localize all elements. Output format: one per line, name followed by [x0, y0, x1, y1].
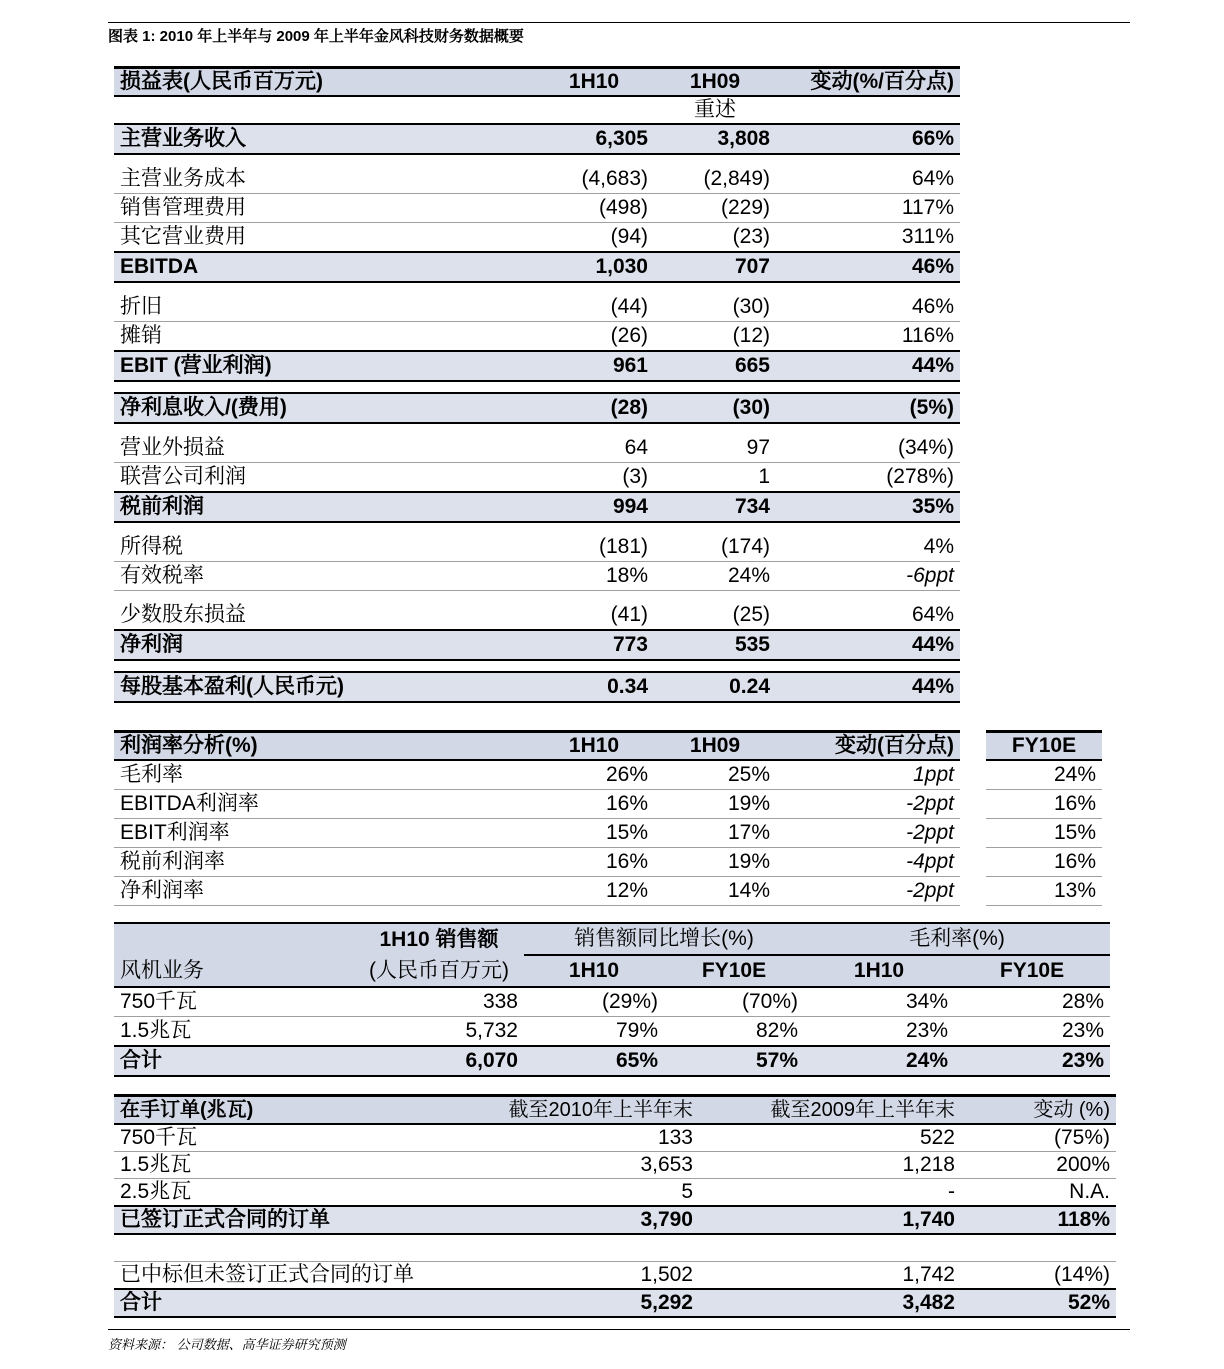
- turbine-row-margin-1h10: 34%: [804, 987, 954, 1017]
- turbine-row: [114, 1017, 1110, 1047]
- order-row-2009: 1,740: [699, 1206, 961, 1234]
- income-row: [114, 124, 960, 154]
- income-row-1h10: 961: [534, 351, 654, 381]
- income-row-1h09: 0.24: [654, 672, 776, 702]
- margin-fy-header-row: [986, 732, 1102, 761]
- income-row: [114, 223, 960, 253]
- order-row: [114, 1206, 1116, 1234]
- income-row-1h09: (23): [654, 223, 776, 253]
- margin-row: [114, 819, 960, 848]
- income-row-1h10: (44): [534, 293, 654, 322]
- income-row-1h09: 535: [654, 630, 776, 660]
- income-row-1h10: (181): [534, 533, 654, 562]
- margin-fy-row: [986, 819, 1102, 848]
- income-row-label: 净利息收入/(费用): [114, 393, 534, 423]
- turbine-row-margin-fy10e: 23%: [954, 1046, 1110, 1076]
- margin-row: [114, 848, 960, 877]
- turbine-row-growth-fy10e: (70%): [664, 987, 804, 1017]
- turbine-margin-fy10e: FY10E: [954, 955, 1110, 987]
- income-row-label: 净利润: [114, 630, 534, 660]
- income-row-change: 116%: [776, 322, 960, 352]
- margin-row: [114, 790, 960, 819]
- turbine-growth-group: 销售额同比增长(%): [524, 923, 804, 955]
- order-row-label: 1.5兆瓦: [114, 1152, 444, 1179]
- margin-fy-header: FY10E: [986, 732, 1102, 761]
- margin-fy-row: [986, 760, 1102, 790]
- order-row-2010: 3,653: [444, 1152, 699, 1179]
- order-row-label: 已中标但未签订正式合同的订单: [114, 1262, 444, 1290]
- income-header-1h10: 1H10: [534, 68, 654, 97]
- income-row-change: 117%: [776, 194, 960, 223]
- income-row-1h09: (25): [654, 601, 776, 630]
- income-row-1h10: (94): [534, 223, 654, 253]
- income-row-change: (34%): [776, 434, 960, 463]
- order-row-2009: 522: [699, 1124, 961, 1152]
- income-row-1h10: (28): [534, 393, 654, 423]
- income-row-change: 44%: [776, 672, 960, 702]
- income-row-change: 44%: [776, 351, 960, 381]
- income-row-change: (5%): [776, 393, 960, 423]
- margin-row-change: -2ppt: [776, 790, 960, 819]
- income-row: [114, 630, 960, 660]
- margin-row-change: -2ppt: [776, 877, 960, 906]
- income-row-label: 摊销: [114, 322, 534, 352]
- income-row-label: 每股基本盈利(人民币元): [114, 672, 534, 702]
- income-row-1h09: (229): [654, 194, 776, 223]
- turbine-row-sales: 5,732: [354, 1017, 524, 1047]
- order-row-change: (75%): [961, 1124, 1116, 1152]
- margin-row-label: 毛利率: [114, 760, 534, 790]
- income-row-1h10: (3): [534, 463, 654, 493]
- margin-fy-row: [986, 877, 1102, 906]
- margin-row-fy10e: 16%: [986, 790, 1102, 819]
- turbine-row-margin-1h10: 23%: [804, 1017, 954, 1047]
- turbine-header-row-2: [114, 955, 1110, 987]
- turbine-header-row-1: [114, 923, 1110, 955]
- order-row-change: N.A.: [961, 1179, 1116, 1207]
- income-row: [114, 322, 960, 352]
- income-row-1h09: 707: [654, 252, 776, 282]
- income-row-1h09: (30): [654, 293, 776, 322]
- order-row-label: 2.5兆瓦: [114, 1179, 444, 1207]
- income-row-1h10: 0.34: [534, 672, 654, 702]
- turbine-row-label: 1.5兆瓦: [114, 1017, 354, 1047]
- income-header-row: [114, 68, 960, 97]
- margin-row-fy10e: 16%: [986, 848, 1102, 877]
- income-row-change: 64%: [776, 165, 960, 194]
- income-header-change: 变动(%/百分点): [776, 68, 960, 97]
- orders-header-row: [114, 1096, 1116, 1125]
- income-row-change: -6ppt: [776, 562, 960, 591]
- margin-header-row: [114, 732, 960, 761]
- margin-row-1h09: 14%: [654, 877, 776, 906]
- margin-row-label: 净利润率: [114, 877, 534, 906]
- income-row-change: 311%: [776, 223, 960, 253]
- margin-row-1h09: 19%: [654, 848, 776, 877]
- turbine-row: [114, 1046, 1110, 1076]
- margin-fy-row: [986, 848, 1102, 877]
- order-row-change: 200%: [961, 1152, 1116, 1179]
- order-row: [114, 1262, 1116, 1290]
- income-row: [114, 293, 960, 322]
- order-row-2010: 3,790: [444, 1206, 699, 1234]
- turbine-row-margin-fy10e: 28%: [954, 987, 1110, 1017]
- income-row-label: 折旧: [114, 293, 534, 322]
- order-row-change: (14%): [961, 1262, 1116, 1290]
- top-rule: [108, 22, 1130, 23]
- income-row: [114, 165, 960, 194]
- orders-header-2009: 截至2009年上半年末: [699, 1096, 961, 1125]
- margin-row: [114, 877, 960, 906]
- income-row-1h09: (2,849): [654, 165, 776, 194]
- income-row-1h10: (498): [534, 194, 654, 223]
- income-row: [114, 463, 960, 493]
- margin-fy-row: [986, 790, 1102, 819]
- turbine-segment-table: [114, 922, 1110, 1077]
- income-row-label: EBIT (营业利润): [114, 351, 534, 381]
- margin-row-1h10: 15%: [534, 819, 654, 848]
- income-row-1h09: 1: [654, 463, 776, 493]
- turbine-row-margin-fy10e: 23%: [954, 1017, 1110, 1047]
- margin-row-1h10: 16%: [534, 790, 654, 819]
- margin-row-label: EBITDA利润率: [114, 790, 534, 819]
- spacer-row: [114, 381, 960, 393]
- spacer-row: [114, 1234, 1116, 1262]
- margin-row-1h10: 26%: [534, 760, 654, 790]
- income-row: [114, 194, 960, 223]
- margin-row-fy10e: 15%: [986, 819, 1102, 848]
- margin-row-fy10e: 13%: [986, 877, 1102, 906]
- turbine-margin-1h10: 1H10: [804, 955, 954, 987]
- income-row-1h09: 24%: [654, 562, 776, 591]
- income-row-change: 46%: [776, 293, 960, 322]
- margin-row-1h09: 25%: [654, 760, 776, 790]
- spacer-row: [114, 154, 960, 165]
- income-row-label: 其它营业费用: [114, 223, 534, 253]
- order-row-change: 52%: [961, 1289, 1116, 1317]
- turbine-row-label: 合计: [114, 1046, 354, 1076]
- income-row-1h09: 97: [654, 434, 776, 463]
- turbine-row: [114, 987, 1110, 1017]
- income-row-label: 销售管理费用: [114, 194, 534, 223]
- income-row: [114, 252, 960, 282]
- order-row-2009: 1,218: [699, 1152, 961, 1179]
- order-row-change: 118%: [961, 1206, 1116, 1234]
- margin-row-label: 税前利润率: [114, 848, 534, 877]
- income-row-label: 有效税率: [114, 562, 534, 591]
- turbine-row-growth-1h10: 65%: [524, 1046, 664, 1076]
- orders-header-label: 在手订单(兆瓦): [114, 1096, 444, 1125]
- margin-row-fy10e: 24%: [986, 760, 1102, 790]
- income-header-label: 损益表(人民币百万元): [114, 68, 534, 97]
- income-row: [114, 601, 960, 630]
- margin-row-change: -4ppt: [776, 848, 960, 877]
- turbine-row-sales: 6,070: [354, 1046, 524, 1076]
- order-row-label: 已签订正式合同的订单: [114, 1206, 444, 1234]
- income-row-label: EBITDA: [114, 252, 534, 282]
- bottom-rule: [108, 1329, 1130, 1330]
- order-row: [114, 1152, 1116, 1179]
- income-row-1h10: (4,683): [534, 165, 654, 194]
- income-row: [114, 393, 960, 423]
- income-row-1h10: 6,305: [534, 124, 654, 154]
- margin-row-change: 1ppt: [776, 760, 960, 790]
- income-row-label: 营业外损益: [114, 434, 534, 463]
- income-row-change: 66%: [776, 124, 960, 154]
- income-row-1h09: (30): [654, 393, 776, 423]
- margin-row-label: EBIT利润率: [114, 819, 534, 848]
- order-row-label: 合计: [114, 1289, 444, 1317]
- income-row: [114, 562, 960, 591]
- turbine-margin-group: 毛利率(%): [804, 923, 1110, 955]
- margin-fy10e-table: [986, 730, 1102, 906]
- income-row: [114, 533, 960, 562]
- income-row-change: 35%: [776, 492, 960, 522]
- order-row-2010: 5: [444, 1179, 699, 1207]
- turbine-row-label: 750千瓦: [114, 987, 354, 1017]
- turbine-segment-header: 风机业务: [114, 955, 354, 987]
- orders-header-change: 变动 (%): [961, 1096, 1116, 1125]
- order-backlog-table: [114, 1094, 1116, 1318]
- margin-row-1h09: 17%: [654, 819, 776, 848]
- turbine-row-sales: 338: [354, 987, 524, 1017]
- income-statement-table: [114, 66, 960, 703]
- spacer-row: [114, 522, 960, 533]
- margin-row-change: -2ppt: [776, 819, 960, 848]
- turbine-growth-fy10e: FY10E: [664, 955, 804, 987]
- order-row-2009: 1,742: [699, 1262, 961, 1290]
- figure-title: 图表 1: 2010 年上半年与 2009 年上半年金风科技财务数据概要: [108, 28, 524, 45]
- income-row-1h10: 18%: [534, 562, 654, 591]
- income-row-label: 税前利润: [114, 492, 534, 522]
- income-row-1h09: 734: [654, 492, 776, 522]
- order-row-2009: -: [699, 1179, 961, 1207]
- income-row: [114, 672, 960, 702]
- income-row-change: 4%: [776, 533, 960, 562]
- turbine-row-growth-1h10: 79%: [524, 1017, 664, 1047]
- spacer-row: [114, 423, 960, 434]
- income-row-change: 46%: [776, 252, 960, 282]
- spacer-row: [114, 591, 960, 602]
- income-row-1h10: 773: [534, 630, 654, 660]
- restated-label: 重述: [694, 98, 736, 121]
- income-row-1h10: (41): [534, 601, 654, 630]
- margin-row-1h09: 19%: [654, 790, 776, 819]
- order-row-label: 750千瓦: [114, 1124, 444, 1152]
- income-row-label: 主营业务成本: [114, 165, 534, 194]
- income-row-change: (278%): [776, 463, 960, 493]
- income-row-1h10: 64: [534, 434, 654, 463]
- income-row-1h10: (26): [534, 322, 654, 352]
- turbine-row-growth-fy10e: 82%: [664, 1017, 804, 1047]
- margin-header-label: 利润率分析(%): [114, 732, 534, 761]
- spacer-row: [114, 282, 960, 293]
- margin-row: [114, 760, 960, 790]
- margin-header-change: 变动(百分点): [776, 732, 960, 761]
- income-row: [114, 434, 960, 463]
- order-row-2010: 133: [444, 1124, 699, 1152]
- margin-header-1h10: 1H10: [534, 732, 654, 761]
- income-row-1h10: 994: [534, 492, 654, 522]
- order-row: [114, 1289, 1116, 1317]
- income-row: [114, 351, 960, 381]
- source-note: 资料来源： 公司数据、高华证券研究预测: [108, 1337, 346, 1352]
- order-row: [114, 1124, 1116, 1152]
- order-row: [114, 1179, 1116, 1207]
- income-restated-row: [114, 96, 960, 124]
- income-row-label: 主营业务收入: [114, 124, 534, 154]
- income-row-1h09: (12): [654, 322, 776, 352]
- turbine-row-growth-fy10e: 57%: [664, 1046, 804, 1076]
- income-row-change: 64%: [776, 601, 960, 630]
- income-row-change: 44%: [776, 630, 960, 660]
- spacer-row: [114, 660, 960, 672]
- income-row-1h09: (174): [654, 533, 776, 562]
- margin-row-1h10: 16%: [534, 848, 654, 877]
- income-row-1h09: 3,808: [654, 124, 776, 154]
- margin-header-1h09: 1H09: [654, 732, 776, 761]
- orders-header-2010: 截至2010年上半年末: [444, 1096, 699, 1125]
- order-row-2010: 1,502: [444, 1262, 699, 1290]
- turbine-sales-header-2: (人民币百万元): [354, 955, 524, 987]
- income-row-1h09: 665: [654, 351, 776, 381]
- income-row-label: 所得税: [114, 533, 534, 562]
- turbine-row-margin-1h10: 24%: [804, 1046, 954, 1076]
- turbine-row-growth-1h10: (29%): [524, 987, 664, 1017]
- margin-analysis-table: [114, 730, 960, 906]
- income-row-label: 少数股东损益: [114, 601, 534, 630]
- income-row: [114, 492, 960, 522]
- order-row-2009: 3,482: [699, 1289, 961, 1317]
- income-row-1h10: 1,030: [534, 252, 654, 282]
- order-row-2010: 5,292: [444, 1289, 699, 1317]
- margin-row-1h10: 12%: [534, 877, 654, 906]
- income-header-1h09: 1H09: [654, 68, 776, 97]
- income-row-label: 联营公司利润: [114, 463, 534, 493]
- turbine-growth-1h10: 1H10: [524, 955, 664, 987]
- turbine-sales-header-1: 1H10 销售额: [354, 923, 524, 955]
